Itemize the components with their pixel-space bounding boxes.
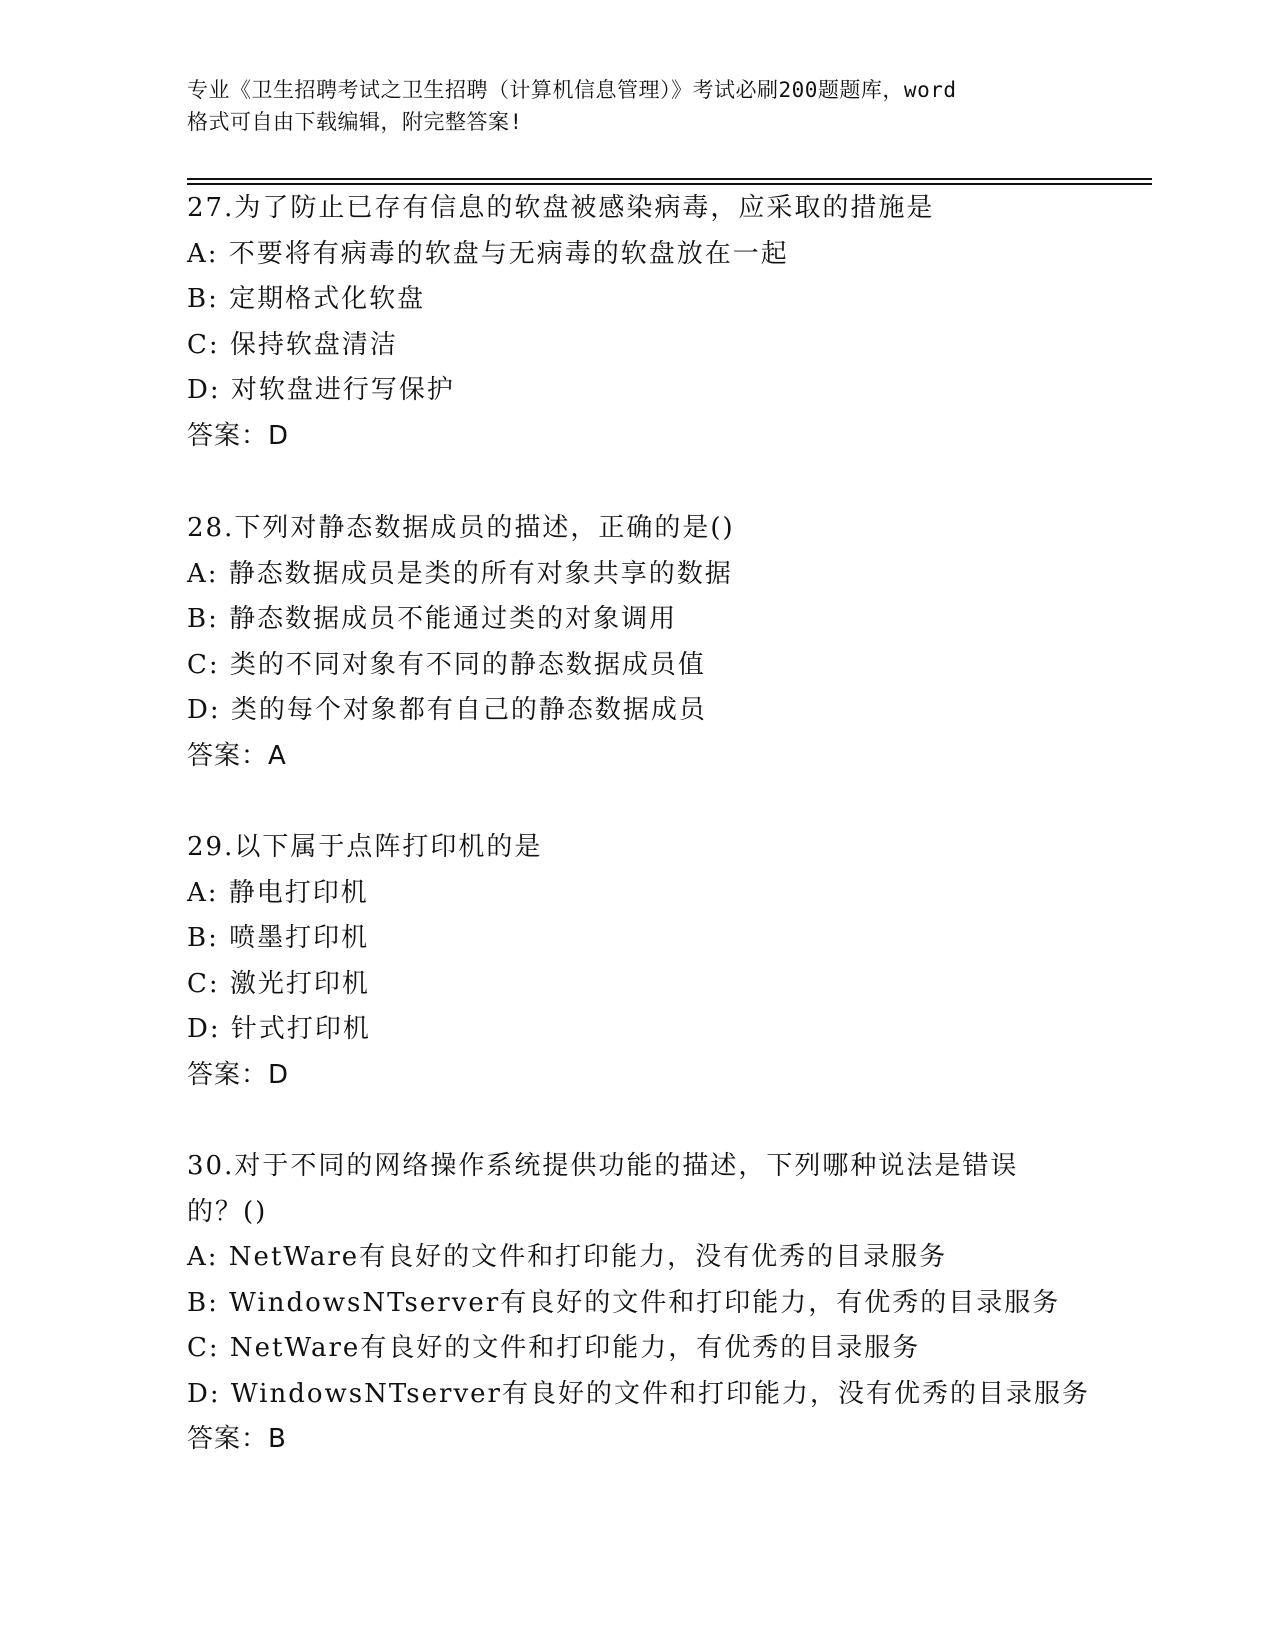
header-line-1: 专业《卫生招聘考试之卫生招聘（计算机信息管理）》考试必刷200题题库，word	[187, 78, 957, 102]
header-divider-top	[187, 178, 1152, 180]
option-b: B: WindowsNTserver有良好的文件和打印能力，有优秀的目录服务	[187, 1287, 1061, 1318]
answer-label: 答案：D	[187, 1059, 290, 1090]
question-stem: 30.对于不同的网络操作系统提供功能的描述，下列哪种说法是错误的？()	[187, 1151, 1019, 1227]
option-a: A: 静态数据成员是类的所有对象共享的数据	[187, 558, 733, 589]
option-c: C: NetWare有良好的文件和打印能力，有优秀的目录服务	[187, 1333, 921, 1363]
option-c: C: 激光打印机	[187, 968, 370, 999]
question-27	[187, 186, 1087, 459]
question-28	[187, 506, 1087, 779]
answer-label: 答案：D	[187, 420, 290, 451]
header-line-2: 格式可自由下载编辑，附完整答案!	[187, 110, 523, 134]
document-header	[187, 74, 1087, 138]
option-b: B: 定期格式化软盘	[187, 284, 426, 314]
question-30	[187, 1144, 1090, 1463]
option-b: B: 静态数据成员不能通过类的对象调用	[187, 604, 678, 634]
question-29	[187, 825, 1087, 1098]
question-stem: 29.以下属于点阵打印机的是	[187, 832, 543, 862]
option-d: D: 类的每个对象都有自己的静态数据成员	[187, 695, 707, 725]
question-stem: 27.为了防止已存有信息的软盘被感染病毒，应采取的措施是	[187, 193, 935, 223]
header-divider-bottom	[187, 183, 1152, 185]
option-c: C: 类的不同对象有不同的静态数据成员值	[187, 649, 706, 680]
option-a: A: NetWare有良好的文件和打印能力，没有优秀的目录服务	[187, 1242, 948, 1272]
option-b: B: 喷墨打印机	[187, 923, 370, 953]
option-d: D: WindowsNTserver有良好的文件和打印能力，没有优秀的目录服务	[187, 1378, 1090, 1409]
option-d: D: 针式打印机	[187, 1014, 371, 1044]
option-c: C: 保持软盘清洁	[187, 329, 398, 360]
answer-label: 答案：A	[187, 740, 287, 771]
answer-label: 答案：B	[187, 1424, 287, 1454]
question-stem: 28.下列对静态数据成员的描述，正确的是()	[187, 513, 735, 543]
option-a: A: 不要将有病毒的软盘与无病毒的软盘放在一起	[187, 238, 789, 269]
option-d: D: 对软盘进行写保护	[187, 375, 455, 405]
option-a: A: 静电打印机	[187, 877, 369, 908]
